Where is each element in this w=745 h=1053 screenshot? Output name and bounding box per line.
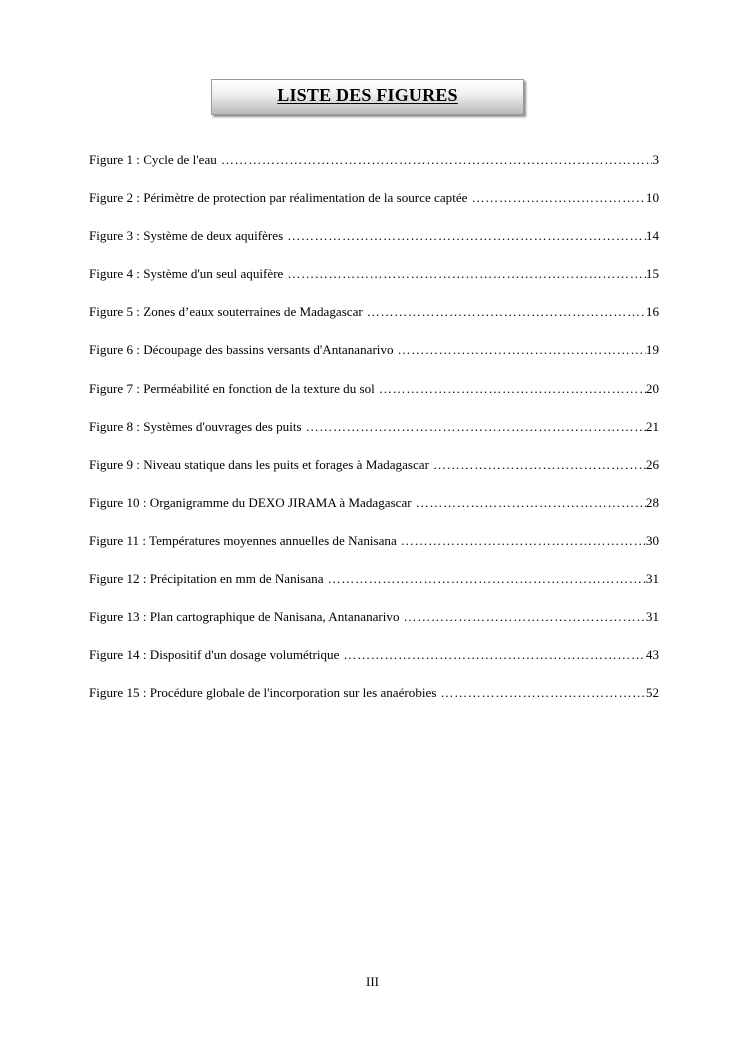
dot-leader: [397, 532, 646, 549]
figure-entry[interactable]: [89, 227, 659, 265]
figure-label: Figure 3 : Système de deux aquifères: [89, 228, 284, 244]
dot-leader: [324, 570, 646, 587]
dot-leader: [339, 646, 646, 663]
figure-page-number: 26: [645, 456, 659, 472]
dot-leader: [394, 341, 646, 358]
figure-page-number: 31: [645, 571, 659, 587]
figure-entry[interactable]: [89, 189, 659, 227]
figure-entry[interactable]: [89, 532, 659, 570]
figure-label: Figure 5 : Zones d’eaux souterraines de Madagascar: [89, 304, 363, 320]
title-banner: [211, 79, 524, 115]
dot-leader: [375, 380, 646, 397]
figure-page-number: 30: [645, 532, 659, 548]
figure-label: Figure 7 : Perméabilité en fonction de la texture du sol: [89, 380, 375, 396]
figure-label: Figure 6 : Découpage des bassins versants d'Antananarivo: [89, 342, 394, 358]
dot-leader: [283, 227, 646, 244]
figure-page-number: 15: [645, 266, 659, 282]
figure-label: Figure 14 : Dispositif d'un dosage volumétrique: [89, 647, 340, 663]
figure-page-number: 3: [652, 152, 659, 167]
figure-page-number: 52: [645, 685, 659, 701]
dot-leader: [412, 494, 646, 511]
dot-leader: [467, 189, 645, 206]
dot-leader: [302, 418, 646, 435]
figure-entry[interactable]: [89, 456, 659, 494]
figure-page-number: 20: [645, 380, 659, 396]
figure-entry[interactable]: [89, 380, 659, 418]
figure-page-number: 10: [645, 190, 659, 206]
figure-entry[interactable]: [89, 646, 659, 684]
figure-label: Figure 8 : Systèmes d'ouvrages des puits: [89, 418, 302, 434]
figure-list: [89, 151, 659, 722]
figure-entry[interactable]: [89, 341, 659, 379]
figure-entry[interactable]: [89, 608, 659, 646]
figure-page-number: 28: [645, 494, 659, 510]
page-number: III: [366, 974, 379, 989]
figure-label: Figure 1 : Cycle de l'eau: [89, 152, 217, 167]
figure-page-number: 14: [645, 228, 659, 244]
figure-entry[interactable]: [89, 418, 659, 456]
figure-entry[interactable]: [89, 265, 659, 303]
figure-label: Figure 15 : Procédure globale de l'incorporation sur les anaérobies: [89, 685, 437, 701]
figure-entry[interactable]: [89, 684, 659, 722]
figure-label: Figure 11 : Températures moyennes annuelles de Nanisana: [89, 532, 397, 548]
dot-leader: [283, 265, 646, 282]
figure-label: Figure 9 : Niveau statique dans les puits et forages à Madagascar: [89, 456, 429, 472]
dot-leader: [436, 684, 645, 701]
figure-page-number: 31: [645, 609, 659, 625]
figure-page-number: 21: [645, 418, 659, 434]
figure-label: Figure 10 : Organigramme du DEXO JIRAMA à Madagascar: [89, 494, 412, 510]
dot-leader: [400, 608, 646, 625]
figure-page-number: 16: [645, 304, 659, 320]
figure-label: Figure 13 : Plan cartographique de Nanisana, Antananarivo: [89, 609, 400, 625]
page-title: LISTE DES FIGURES: [277, 85, 458, 105]
figure-entry[interactable]: [89, 303, 659, 341]
dot-leader: [217, 151, 653, 168]
figure-label: Figure 12 : Précipitation en mm de Nanisana: [89, 571, 324, 587]
dot-leader: [429, 456, 646, 473]
dot-leader: [363, 303, 646, 320]
figure-entry[interactable]: [89, 494, 659, 532]
figure-label: Figure 2 : Périmètre de protection par réalimentation de la source captée: [89, 190, 468, 206]
figure-label: Figure 4 : Système d'un seul aquifère: [89, 266, 284, 282]
figure-page-number: 19: [645, 342, 659, 358]
figure-page-number: 43: [645, 647, 659, 663]
figure-entry[interactable]: [89, 151, 659, 189]
figure-entry[interactable]: [89, 570, 659, 608]
